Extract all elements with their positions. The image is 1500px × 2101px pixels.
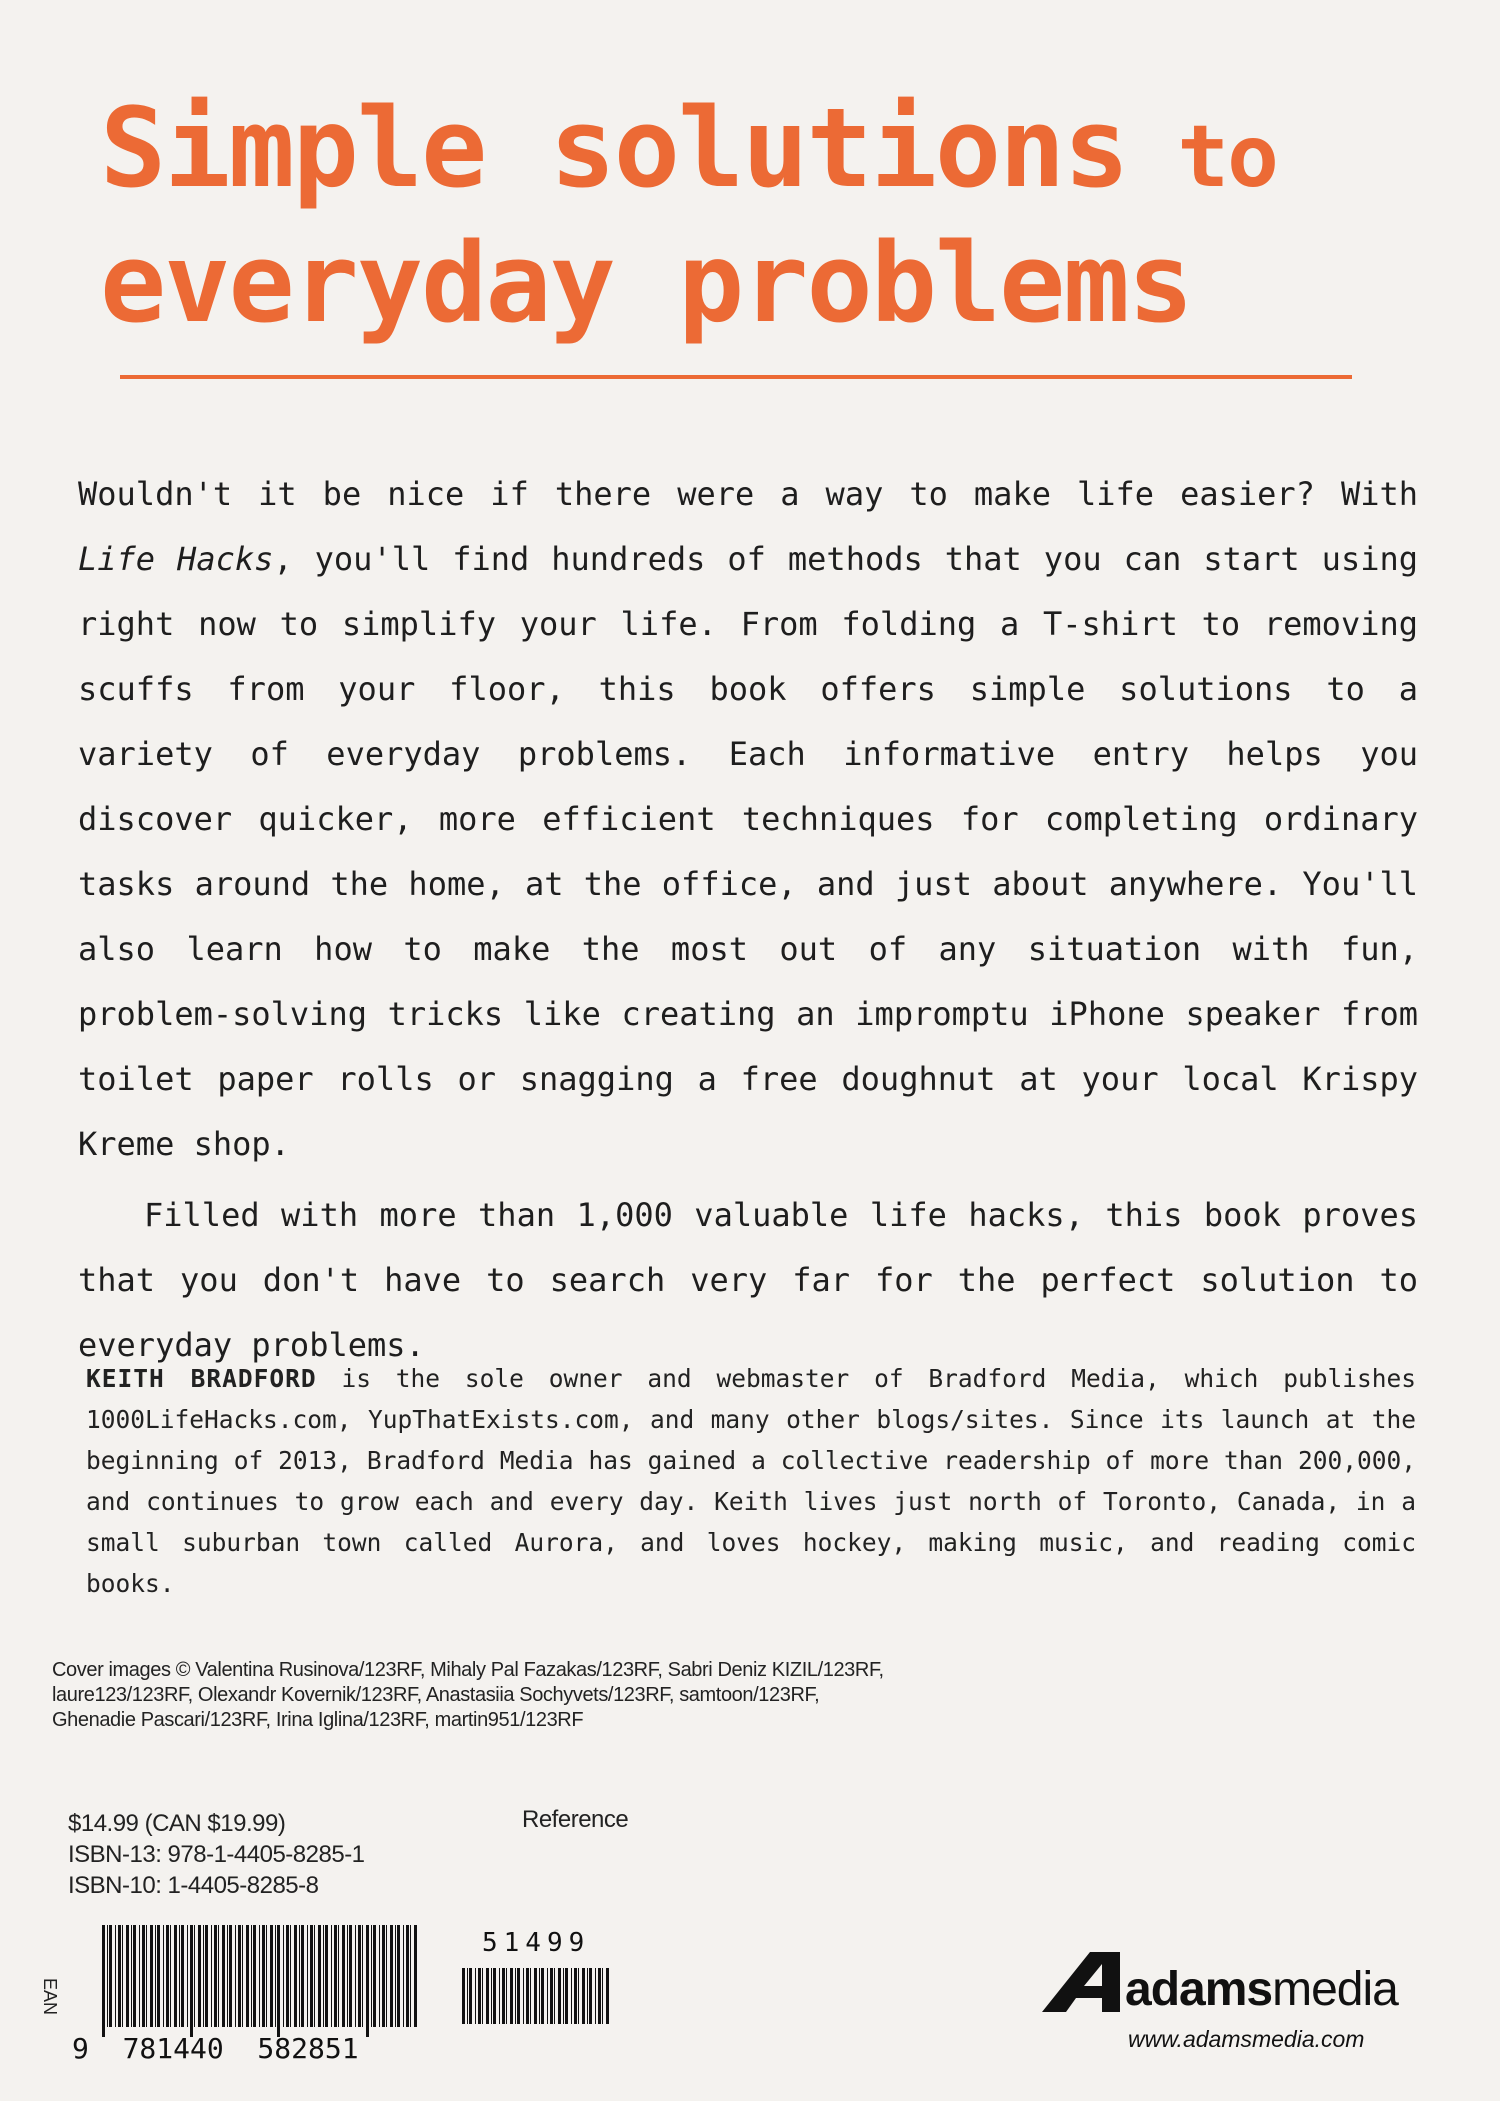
barcode-bar [554,1968,555,2024]
barcode-bar [229,1925,232,2027]
barcode-bar [318,1925,321,2027]
barcode-bar [558,1968,561,2024]
barcode-bar [262,1925,265,2027]
barcode-bar [414,1925,417,2027]
barcode-bar [502,1968,505,2024]
barcode-bar [403,1925,404,2027]
ean-label: EAN [40,1978,60,2016]
barcode-bar [395,1925,396,2027]
price-isbn-block [68,1808,365,1901]
headline-line-2: everyday problems [100,219,1192,347]
barcode-bar [238,1925,241,2027]
barcode-bar [515,1968,516,2024]
publisher-name: adamsmedia [1125,1963,1398,2016]
barcode-bar [323,1925,324,2027]
barcode-bar [198,1925,201,2027]
barcode-bar [283,1925,284,2027]
barcode-bar [266,1925,267,2027]
barcode-bar [115,1925,116,2027]
barcode-bar [181,1925,184,2027]
barcode-bar [102,1925,105,2037]
barcode-bar [122,1925,123,2027]
headline-line-1: Simple solutions to [100,84,1277,212]
barcode-bar [325,1925,328,2027]
barcode-bar [155,1925,156,2027]
barcode-bar [150,1925,153,2027]
barcode-bar [242,1925,243,2027]
barcode-bar [139,1925,140,2027]
barcode-bar [517,1968,520,2024]
barcode-bar [606,1968,609,2024]
barcode-bar [179,1925,180,2027]
barcode-bar [386,1925,387,2027]
barcode-bar [118,1925,121,2027]
barcode-bar [478,1968,481,2024]
barcode-bar [290,1925,291,2027]
headline-underline [120,375,1352,379]
barcode-bar [469,1968,472,2024]
barcode-bar [547,1968,548,2024]
barcode-bar [214,1925,217,2027]
bio-text: is the sole owner and webmaster of Bradford Media, which publishes 1000LifeHacks.com, YupThatExists.com, and many other blogs/sites. Since its launch at the beginning of 2013, Bradford Media has gained a collective readership of more than 200,000, and continues to grow each and every day. Keith lives just north of Toronto, Canada, in a small suburban town called Aurora, and loves hockey, making music, and reading comic books. [86,1364,1416,1598]
barcode-bar [157,1925,160,2027]
barcode-bar [347,1925,348,2027]
barcode-bar [358,1925,361,2027]
barcode-bar [142,1925,145,2027]
adams-a-icon [1042,1952,1120,2012]
barcode-addon-digits: 51499 [482,1928,591,1958]
barcode-digits: 9 781440 582851 [72,2032,359,2065]
barcode-bar [246,1925,249,2027]
barcode-bar [467,1968,468,2024]
barcode-bar [373,1925,376,2027]
barcode-bar [331,1925,332,2027]
barcode-bar [133,1925,136,2027]
book-title: Life Hacks [78,540,274,578]
barcode-bar [510,1968,513,2024]
barcode-bar [205,1925,208,2027]
barcode-bar [379,1925,380,2027]
description-paragraph-1: Wouldn't it be nice if there were a way to make life easier? With Life Hacks, you'll find hundreds of methods that you can start using right now to simplify your life. From folding a T-shirt to removing scuffs from your floor, this book offers simple solutions to a variety of everyday problems. Each informative entry helps you discover quicker, more efficient techniques for completing ordinary tasks around the home, at the office, and just about anywhere. You'll also learn how to make the most out of any situation with fun, problem-solving tricks like creating an impromptu iPhone speaker from toilet paper rolls or snagging a free doughnut at your local Krispy Kreme shop. [78,475,1419,1163]
barcode-bar [235,1925,236,2027]
barcode-bar [397,1925,400,2027]
barcode-bar [131,1925,132,2027]
barcode-bar [550,1968,553,2024]
barcode-bar [253,1925,256,2027]
barcode-bar [218,1925,219,2027]
category-label: Reference [522,1806,629,1833]
barcode-bar [294,1925,297,2027]
barcode-bar [506,1968,507,2024]
barcode-bar [187,1925,188,2027]
headline-to: to [1127,107,1277,207]
isbn-13: ISBN-13: 978-1-4405-8285-1 [68,1841,365,1868]
barcode-bar [251,1925,252,2027]
headline [100,84,1400,347]
barcode-bar [565,1968,568,2024]
barcode-bar [578,1968,579,2024]
barcode-bar [349,1925,352,2027]
isbn-10: ISBN-10: 1-4405-8285-8 [68,1872,319,1899]
price: $14.99 (CAN $19.99) [68,1810,286,1837]
barcode-bar [595,1968,596,2024]
barcode-bar [342,1925,345,2027]
barcode-bar [190,1925,193,2037]
barcode-bar [227,1925,228,2027]
book-description [78,462,1418,1378]
barcode-bar [602,1968,603,2024]
barcode-bar [355,1925,356,2027]
barcode-bar [299,1925,300,2027]
barcode-bar [211,1925,212,2027]
barcode-bar [598,1968,601,2024]
barcode-bar [589,1968,592,2024]
barcode-bar [109,1925,112,2027]
author-name: KEITH BRADFORD [86,1364,317,1393]
barcode-bar [486,1968,489,2024]
barcode-bar [174,1925,177,2027]
barcode-bar [587,1968,588,2024]
barcode-bar [563,1968,564,2024]
barcode-bar [574,1968,577,2024]
barcode-bar [203,1925,204,2027]
barcode-bar [539,1968,540,2024]
author-bio [86,1358,1416,1604]
barcode-bar [275,1925,276,2027]
barcode-bar [541,1968,544,2024]
barcode-bar [523,1968,524,2024]
barcode-bar [382,1925,385,2027]
barcode-bar [126,1925,129,2027]
barcode-bar [582,1968,585,2024]
barcode-bar [571,1968,572,2024]
barcode-bar [493,1968,496,2024]
barcode-bar [166,1925,169,2027]
barcode-bar [491,1968,492,2024]
barcode-bar [406,1925,409,2027]
barcode-bar [526,1968,529,2024]
cover-credits: Cover images © Valentina Rusinova/123RF, Mihaly Pal Fazakas/123RF, Sabri Deniz KIZIL/123RF, laure123/123RF, Olexandr Kovernik/123RF, Anastasiia Sochyvets/123RF, samtoon/123RF, Ghenadie Pascari/123RF, Irina Iglina/123RF, martin951/123RF [52,1659,884,1731]
barcode-bar [475,1968,476,2024]
barcode-bar [371,1925,372,2027]
barcode-bar [146,1925,147,2027]
barcode-bar [259,1925,260,2027]
barcode-bar [163,1925,164,2027]
barcode-bar [334,1925,337,2027]
barcode-bar [307,1925,308,2027]
barcode-bar [390,1925,393,2027]
barcode-bar [286,1925,289,2027]
barcode-bar [170,1925,171,2027]
barcode-bar [530,1968,531,2024]
barcode-bar [301,1925,304,2027]
description-paragraph-2: Filled with more than 1,000 valuable life hacks, this book proves that you don't have to search very far for the perfect solution to everyday problems. [78,1196,1418,1364]
barcode-bar [222,1925,225,2027]
barcode-main [102,1925,417,2037]
barcode-bar [314,1925,315,2027]
barcode-bar [362,1925,363,2027]
barcode-bar [194,1925,195,2027]
barcode-bar [107,1925,108,2027]
barcode-bar [410,1925,411,2027]
barcode-bar [534,1968,537,2024]
barcode-bar [499,1968,500,2024]
publisher-url: www.adamsmedia.com [1128,2026,1365,2052]
barcode-bar [482,1968,483,2024]
barcode-bar [462,1968,465,2024]
barcode-bar [310,1925,313,2027]
barcode-bar [277,1925,280,2037]
barcode-bar [366,1925,369,2037]
barcode-addon [462,1968,610,2034]
barcode-bar [338,1925,339,2027]
barcode-bar [270,1925,273,2027]
